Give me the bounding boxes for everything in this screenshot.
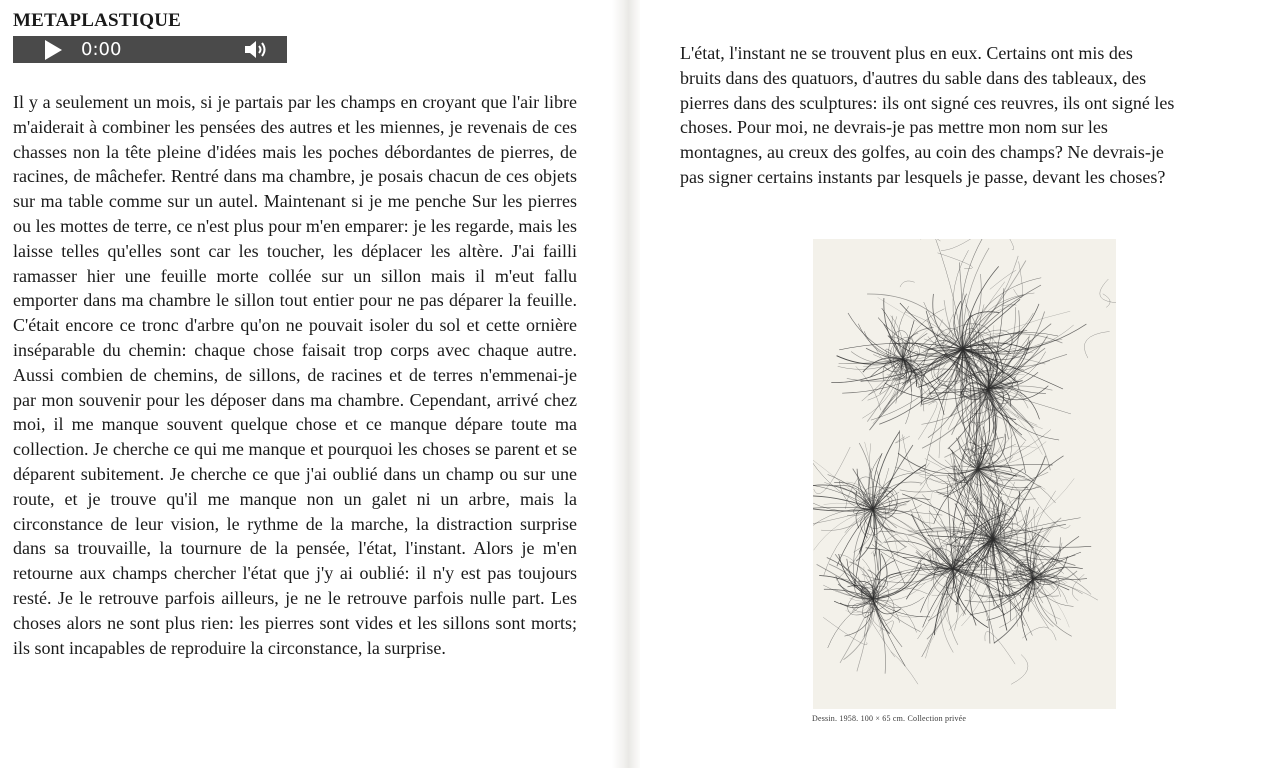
play-icon[interactable] bbox=[41, 36, 67, 63]
body-paragraph: Il y a seulement un mois, si je partais par les champs en croyant que l'air libre m'aiderait à combiner les pensées des autres et les miennes, je revenais de ces chasses non la tête pleine d'idées mais les poches débordantes de pierres, de racines, de mâchefer. Rentré dans ma chambre, je posais chacun de ces objets sur ma table comme sur un autel. Maintenant si je me penche Sur les pierres ou les mottes de terre, ce n'est plus pour m'en emparer: je les regarde, mais les laisse telles qu'elles sont car les toucher, les déplacer les altère. J'ai failli ramasser hier une feuille morte collée sur un sillon mais il m'eut fallu emporter dans ma chambre le sillon tout entier pour ne pas déparer la feuille. C'était encore ce tronc d'arbre qu'on ne pouvait isoler du sol et cette ornière inséparable du chemin: chaque chose faisait trop corps avec chaque autre. Aussi combien de chemins, de sillons, de racines et de terres n'emmenai-je par mon souvenir pour les déposer dans ma chambre. Cependant, arrivé chez moi, il me manque souvent quelque chose et ce manque dépare toute ma collection. Je cherche ce qui me manque et pourquoi les choses se parent et se déparent subitement. Je cherche ce que j'ai oublié dans un champ ou sur une route, et je trouve qu'il me manque non un galet ni un arbre, mais la circonstance de leur vision, le rythme de la marche, la distraction surprise dans sa trouvaille, la tournure de la pensée, l'état, l'instant. Alors je m'en retourne aux champs chercher l'état que j'y ai oublié: il n'y est pas toujours resté. Je le retrouve parfois ailleurs, je ne le retrouve parfois nulle part. Les choses alors ne sont plus rien: les pierres sont vides et les sillons sont morts; ils sont incapables de reproduire la circonstance, la surprise. bbox=[13, 92, 577, 658]
text-line: choses. Pour moi, ne devrais-je pas mettre mon nom sur les bbox=[680, 117, 1108, 138]
page-title: METAPLASTIQUE bbox=[13, 10, 181, 31]
right-page bbox=[640, 0, 1272, 768]
text-line: montagnes, au creux des golfes, au coin des champs? Ne devrais-je bbox=[680, 142, 1164, 163]
audio-player[interactable] bbox=[13, 36, 287, 63]
artwork-image bbox=[813, 239, 1116, 709]
text-line: pierres dans des sculptures: ils ont signé ces reuvres, ils ont signé les bbox=[680, 92, 1175, 113]
text-line: pas signer certains instants par lesquels je passe, devant les choses? bbox=[680, 166, 1166, 187]
drawing-illustration bbox=[813, 239, 1116, 709]
image-caption: Dessin. 1958. 100 × 65 cm. Collection privée bbox=[812, 714, 967, 723]
volume-icon[interactable] bbox=[239, 38, 275, 61]
book-gutter bbox=[612, 0, 642, 768]
right-paragraph bbox=[680, 41, 1250, 190]
left-page bbox=[0, 0, 620, 768]
audio-time: 0:00 bbox=[81, 39, 122, 60]
text-line: L'état, l'instant ne se trouvent plus en eux. Certains ont mis des bbox=[680, 43, 1133, 63]
text-line: bruits dans des quatuors, d'autres du sable dans des tableaux, des bbox=[680, 67, 1147, 88]
